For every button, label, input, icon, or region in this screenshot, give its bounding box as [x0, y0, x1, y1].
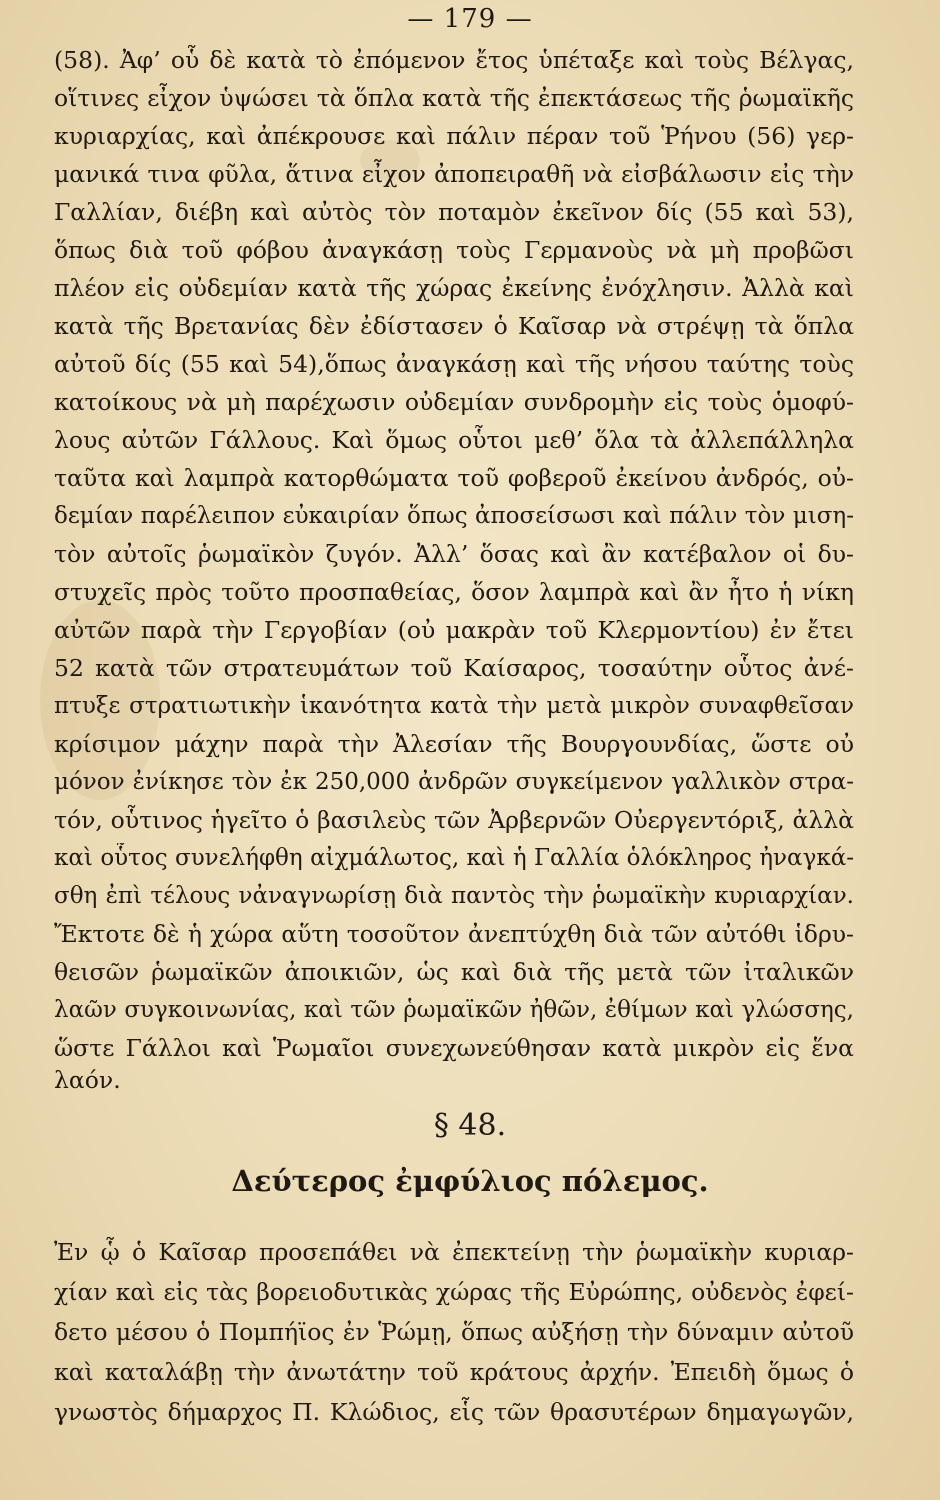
text-line: χίαν καὶ εἰς τὰς βορειοδυτικὰς χώρας τῆς Εὐρώπης, οὐδενὸς ἐφεί-	[54, 1278, 854, 1306]
text-line: πλέον εἰς οὐδεμίαν κατὰ τῆς χώρας ἐκείνης ἐνόχλησιν. Ἀλλὰ καὶ	[54, 274, 854, 302]
text-line: (58). Ἀφ’ οὗ δὲ κατὰ τὸ ἐπόμενον ἔτος ὑπέταξε καὶ τοὺς Βέλγας,	[54, 46, 854, 74]
text-line: 52 κατὰ τῶν στρατευμάτων τοῦ Καίσαρος, τοσαύτην οὗτος ἀνέ-	[54, 654, 854, 682]
text-line: κρίσιμον μάχην παρὰ τὴν Ἀλεσίαν τῆς Βουργουνδίας, ὥστε οὐ	[54, 730, 854, 758]
text-line: λαόν.	[54, 1066, 121, 1094]
page-number: — 179 —	[407, 4, 533, 34]
text-line: δεμίαν παρέλειπον εὐκαιρίαν ὅπως ἀποσείσωσι καὶ πάλιν τὸν μιση-	[54, 503, 854, 529]
text-line: γνωστὸς δήμαρχος Π. Κλώδιος, εἷς τῶν θρασυτέρων δημαγωγῶν,	[54, 1398, 854, 1426]
text-line: οἵτινες εἶχον ὑψώσει τὰ ὅπλα κατὰ τῆς ἐπεκτάσεως τῆς ῥωμαϊκῆς	[54, 84, 854, 112]
section-number: § 48.	[433, 1108, 507, 1143]
text-line: καὶ οὗτος συνελήφθη αἰχμάλωτος, καὶ ἡ Γαλλία ὁλόκληρος ἠναγκά-	[54, 845, 854, 871]
text-line: Ἐν ᾧ ὁ Καῖσαρ προσεπάθει νὰ ἐπεκτείνῃ τὴν ῥωμαϊκὴν κυριαρ-	[54, 1238, 854, 1266]
text-line: ὅπως διὰ τοῦ φόβου ἀναγκάσῃ τοὺς Γερμανοὺς νὰ μὴ προβῶσι	[54, 236, 854, 264]
text-line: Γαλλίαν, διέβη καὶ αὐτὸς τὸν ποταμὸν ἐκεῖνον δίς (55 καὶ 53),	[54, 198, 854, 226]
text-line: τόν, οὗτινος ἡγεῖτο ὁ βασιλεὺς τῶν Ἀρβερνῶν Οὐεργεντόριξ, ἀλλὰ	[54, 806, 854, 834]
text-line: πτυξε στρατιωτικὴν ἱκανότητα κατὰ τὴν μετὰ μικρὸν συναφθεῖσαν	[54, 693, 854, 719]
text-line: λαῶν συγκοινωνίας, καὶ τῶν ῥωμαϊκῶν ἠθῶν, ἐθίμων καὶ γλώσσης,	[54, 997, 854, 1023]
text-line: αὐτοῦ δίς (55 καὶ 54),ὅπως ἀναγκάσῃ καὶ τῆς νήσου ταύτης τοὺς	[54, 350, 854, 378]
text-line: ὥστε Γάλλοι καὶ Ῥωμαῖοι συνεχωνεύθησαν κατὰ μικρὸν εἰς ἕνα	[54, 1034, 854, 1062]
text-line: στυχεῖς πρὸς τοῦτο προσπαθείας, ὅσον λαμπρὰ καὶ ἂν ἦτο ἡ νίκη	[54, 578, 854, 606]
text-line: δετο μέσου ὁ Πομπήϊος ἐν Ῥώμῃ, ὅπως αὐξήσῃ τὴν δύναμιν αὐτοῦ	[54, 1318, 854, 1346]
text-line: καὶ καταλάβῃ τὴν ἀνωτάτην τοῦ κράτους ἀρχήν. Ἐπειδὴ ὅμως ὁ	[54, 1358, 854, 1386]
text-line: Ἔκτοτε δὲ ἡ χώρα αὕτη τοσοῦτον ἀνεπτύχθη διὰ τῶν αὐτόθι ἱδρυ-	[54, 920, 854, 948]
section-title: Δεύτερος ἐμφύλιος πόλεμος.	[231, 1164, 709, 1198]
text-line: κυριαρχίας, καὶ ἀπέκρουσε καὶ πάλιν πέραν τοῦ Ῥήνου (56) γερ-	[54, 122, 854, 150]
text-line: σθη ἐπὶ τέλους νἀναγνωρίσῃ διὰ παντὸς τὴν ῥωμαϊκὴν κυριαρχίαν.	[54, 883, 854, 909]
text-line: κατὰ τῆς Βρετανίας δὲν ἐδίστασεν ὁ Καῖσαρ νὰ στρέψῃ τὰ ὅπλα	[54, 312, 854, 340]
text-line: τὸν αὐτοῖς ῥωμαϊκὸν ζυγόν. Ἀλλ’ ὅσας καὶ ἂν κατέβαλον οἱ δυ-	[54, 540, 854, 568]
text-line: κατοίκους νὰ μὴ παρέχωσιν οὐδεμίαν συνδρομὴν εἰς τοὺς ὁμοφύ-	[54, 388, 854, 416]
text-line: μόνον ἐνίκησε τὸν ἐκ 250,000 ἀνδρῶν συγκείμενον γαλλικὸν στρα-	[54, 769, 854, 795]
text-line: ταῦτα καὶ λαμπρὰ κατορθώματα τοῦ φοβεροῦ ἐκείνου ἀνδρός, οὐ-	[54, 464, 854, 492]
text-line: λους αὐτῶν Γάλλους. Καὶ ὅμως οὗτοι μεθ’ ὅλα τὰ ἀλλεπάλληλα	[54, 426, 854, 454]
text-line: αὐτῶν παρὰ τὴν Γεργοβίαν (οὐ μακρὰν τοῦ Κλερμοντίου) ἐν ἔτει	[54, 616, 854, 644]
text-line: θεισῶν ῥωμαϊκῶν ἀποικιῶν, ὡς καὶ διὰ τῆς μετὰ τῶν ἰταλικῶν	[54, 958, 854, 986]
text-line: μανικά τινα φῦλα, ἅτινα εἶχον ἀποπειραθῆ νὰ εἰσβάλωσιν εἰς τὴν	[54, 160, 854, 188]
